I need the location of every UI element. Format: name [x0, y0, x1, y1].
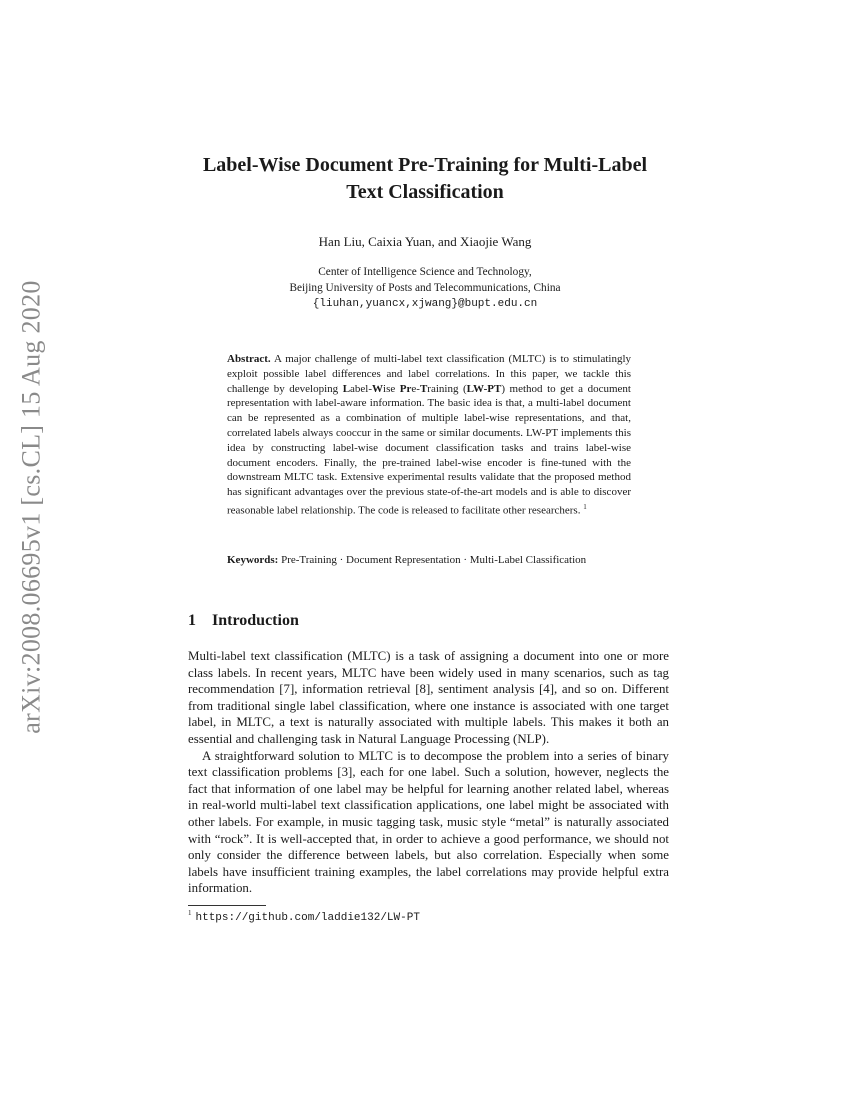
paper-title-line-1: Label-Wise Document Pre-Training for Multi-Label [202, 154, 648, 176]
method-letter-l: L [342, 382, 351, 395]
affiliation-line-2: Beijing University of Posts and Telecommunications, China [289, 282, 561, 294]
method-letter-w: W [372, 382, 384, 395]
method-name-fragment: abel- [350, 382, 373, 395]
method-name-fragment: raining ( [427, 382, 467, 395]
section-title: Introduction [212, 612, 299, 629]
footnote [188, 909, 420, 924]
abstract-text-part-1: A major challenge of multi-label text classification (MLTC) is to stimulatingly exploit possible label differences and label correlations. In this paper, we tackle this challenge by developing [227, 353, 631, 395]
keywords-label: Keywords: [227, 554, 279, 566]
paper-title [150, 152, 700, 206]
abstract-text-part-2: ) method to get a document representation with label-aware information. The basic idea is that, a multi-label document can be represented as a combination of multiple label-wise representations, and that, correlated labels always cooccur in the same or similar documents. LW-PT implements this idea by constructing label-wise document classification tasks and trains label-wise document encoders. Finally, the pre-trained label-wise encoder is fine-tuned with the downstream MLTC task. Extensive experimental results validate that the proposed method has significant advantages over the previous state-of-the-art models and is able to discover reasonable label relationship. The code is released to facilitate other researchers. [227, 382, 631, 517]
footnote-divider [188, 905, 266, 906]
keywords [227, 553, 631, 568]
footnote-code-link[interactable]: https://github.com/laddie132/LW-PT [195, 912, 420, 924]
affiliation-line-1: Center of Intelligence Science and Technology, [318, 266, 532, 278]
method-abbreviation: LW-PT [466, 382, 502, 395]
method-letters-pr: Pr [399, 382, 412, 395]
introduction-body [188, 648, 669, 897]
section-heading-introduction [188, 612, 299, 630]
keywords-text: Pre-Training · Document Representation · Multi-Label Classification [278, 554, 587, 566]
intro-paragraph-2: A straightforward solution to MLTC is to decompose the problem into a series of binary text classification problems [3], each for one label. Such a solution, however, neglects the fact that information of one label may be helpful for learning another related label, whereas in real-world multi-label text classification applications, one label might be associated with other labels. For example, in music tagging task, music style “metal” is naturally associated with “rock”. It is well-accepted that, in order to achieve a good performance, we should not only consider the difference between labels, but also correlation. Especially when some labels have insufficient training examples, the label correlations may provide helpful extra information. [188, 748, 669, 896]
method-name-fragment: ise [383, 382, 400, 395]
affiliation-block [150, 264, 700, 312]
method-name-fragment: e- [411, 382, 420, 395]
footnote-mark: 1 [188, 909, 192, 917]
abstract-footnote-mark: 1 [583, 502, 587, 511]
author-list: Han Liu, Caixia Yuan, and Xiaojie Wang [318, 234, 532, 249]
method-letter-t: T [419, 382, 428, 395]
abstract-label: Abstract. [227, 353, 271, 365]
section-number: 1 [188, 612, 196, 629]
author-emails: {liuhan,yuancx,xjwang}@bupt.edu.cn [312, 298, 538, 310]
abstract [227, 352, 631, 518]
paper-title-line-2: Text Classification [346, 181, 504, 203]
arxiv-identifier-stamp [13, 262, 51, 752]
intro-paragraph-1: Multi-label text classification (MLTC) is a task of assigning a document into one or more class labels. In recent years, MLTC have been widely used in many scenarios, such as tag recommendation [7], information retrieval [8], sentiment analysis [4], and so on. Different from traditional single label classification, where one instance is associated with one target label, in MLTC, a text is naturally associated with multiple labels. This makes it both an essential and challenging task in Natural Language Processing (NLP). [188, 649, 669, 746]
arxiv-identifier-text: arXiv:2008.06695v1 [cs.CL] 15 Aug 2020 [17, 280, 46, 734]
